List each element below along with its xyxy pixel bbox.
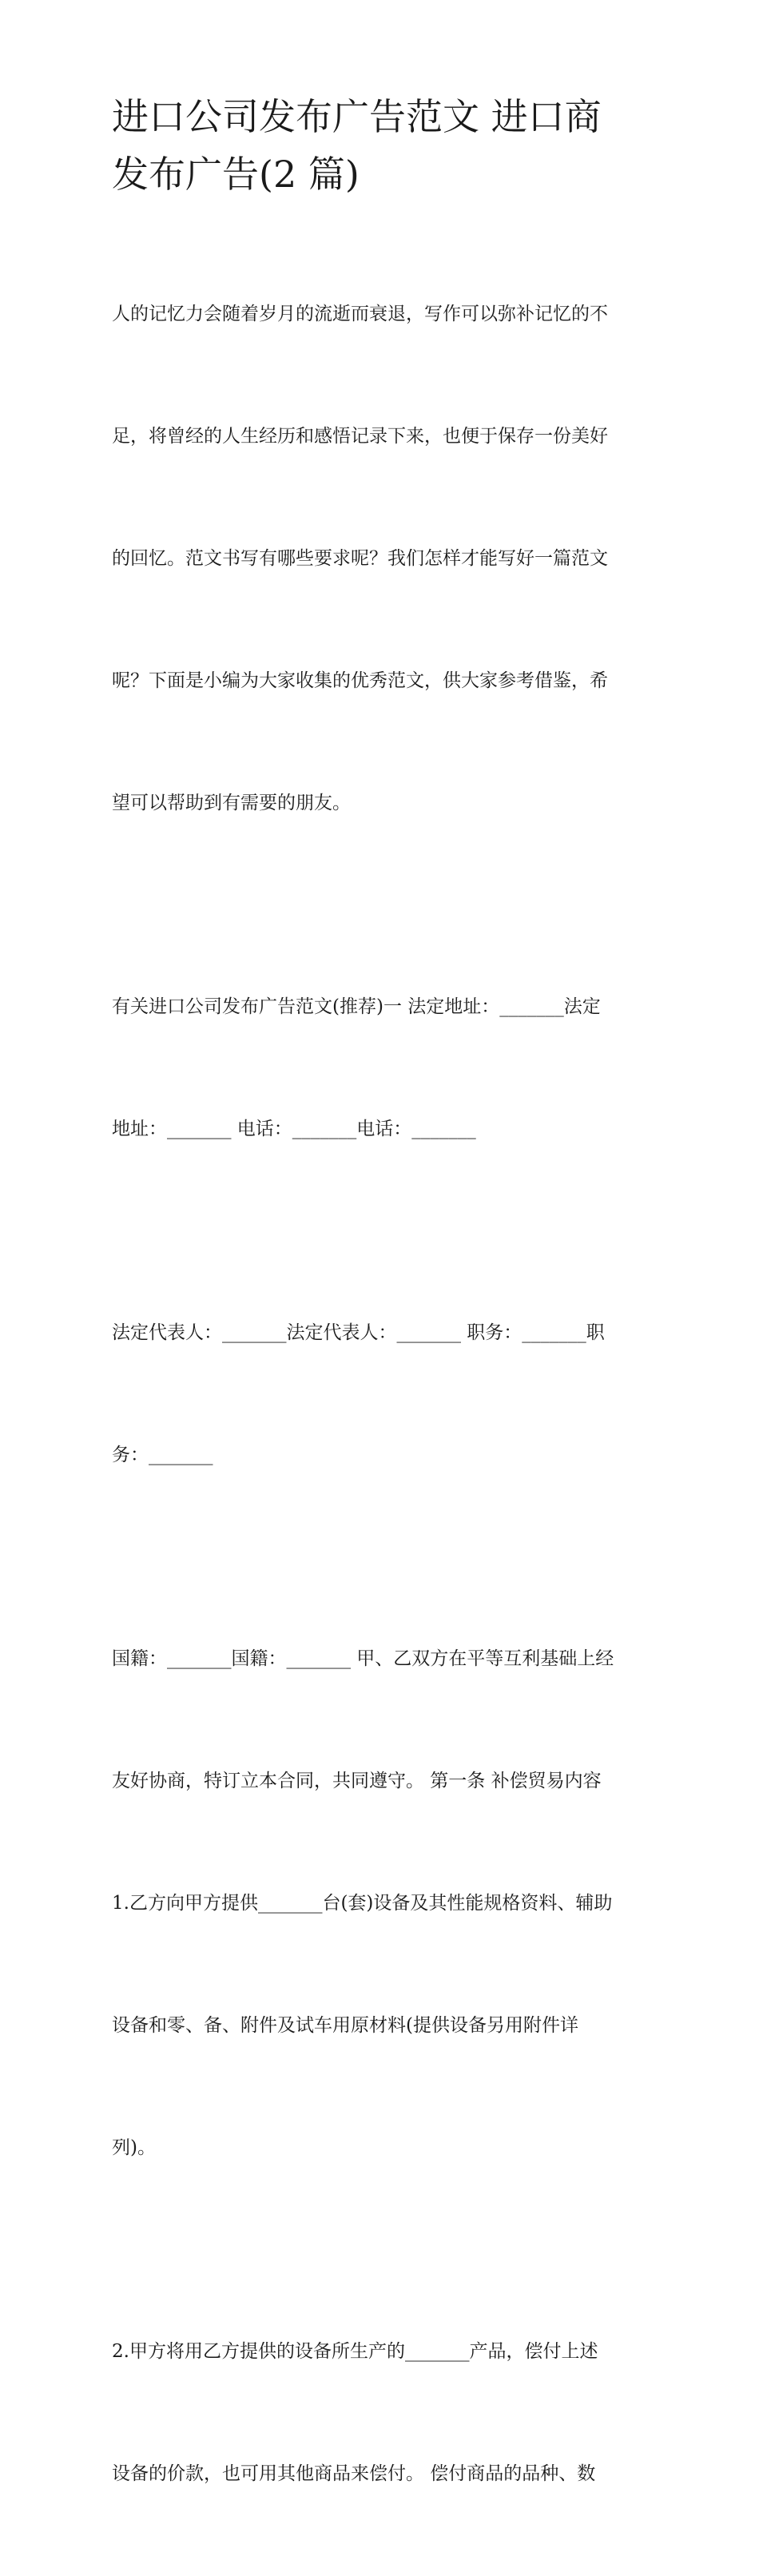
clause1-line-2: 设备和零、备、附件及试车用原材料(提供设备另用附件详 xyxy=(112,2015,578,2036)
nationality-line-1: 国籍：_______国籍：_______ 甲、乙双方在平等互利基础上经 xyxy=(112,1648,614,1669)
nationality-paragraph xyxy=(112,1557,655,2250)
intro-paragraph xyxy=(112,213,655,905)
intro-line-4: 呢？下面是小编为大家收集的优秀范文，供大家参考借鉴，希 xyxy=(112,670,608,691)
intro-line-2: 足，将曾经的人生经历和感悟记录下来，也便于保存一份美好 xyxy=(112,426,608,447)
clause2-paragraph xyxy=(112,2250,655,2576)
document-page xyxy=(112,88,655,2576)
representative-line-2: 务：_______ xyxy=(112,1445,213,1465)
intro-line-3: 的回忆。范文书写有哪些要求呢？我们怎样才能写好一篇范文 xyxy=(112,548,608,569)
nationality-line-2: 友好协商，特订立本合同，共同遵守。 第一条 补偿贸易内容 xyxy=(112,1771,602,1791)
document-title xyxy=(112,88,655,203)
clause1-line-3: 列)。 xyxy=(112,2137,156,2158)
address-paragraph xyxy=(112,905,655,1231)
intro-line-1: 人的记忆力会随着岁月的流逝而衰退，写作可以弥补记忆的不 xyxy=(112,304,608,324)
clause2-line-1: 2.甲方将用乙方提供的设备所生产的_______产品，偿付上述 xyxy=(112,2341,598,2362)
representative-paragraph xyxy=(112,1231,655,1557)
title-line-2: 发布广告(2 篇) xyxy=(112,153,360,196)
address-line-1: 有关进口公司发布广告范文(推荐)一 法定地址：_______法定 xyxy=(112,996,601,1017)
address-line-2: 地址：_______ 电话：_______电话：_______ xyxy=(112,1119,476,1139)
representative-line-1: 法定代表人：_______法定代表人：_______ 职务：_______职 xyxy=(112,1322,605,1343)
intro-line-5: 望可以帮助到有需要的朋友。 xyxy=(112,793,351,813)
clause1-line-1: 1.乙方向甲方提供_______台(套)设备及其性能规格资料、辅助 xyxy=(112,1893,613,1914)
clause2-line-2: 设备的价款，也可用其他商品来偿付。 偿付商品的品种、数 xyxy=(112,2463,596,2484)
title-line-1: 进口公司发布广告范文 进口商 xyxy=(112,95,602,138)
